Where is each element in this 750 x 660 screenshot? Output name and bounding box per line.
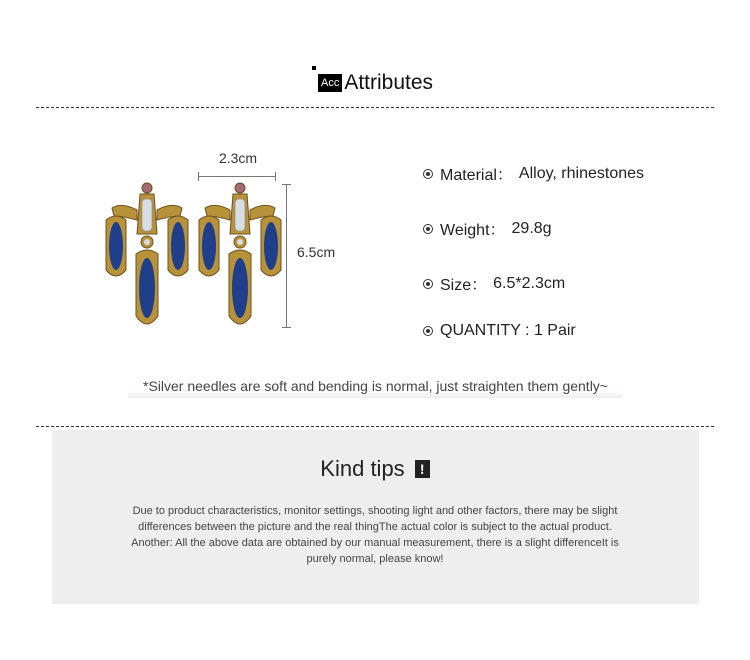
attribute-material xyxy=(423,162,644,185)
attribute-size xyxy=(423,272,565,295)
top-divider xyxy=(36,107,714,108)
care-note: *Silver needles are soft and bending is normal, just straighten them gently~ xyxy=(143,378,608,394)
attribute-label: Weight： xyxy=(440,222,506,239)
tips-line: Due to product characteristics, monitor settings, shooting light and other factors, there may be slight xyxy=(132,505,618,517)
width-dimension-line xyxy=(198,176,276,177)
attribute-label: Material： xyxy=(440,167,513,184)
title-text: Attributes xyxy=(344,71,434,94)
title-dot xyxy=(312,66,316,70)
attribute-quantity xyxy=(423,322,576,340)
kind-tips-heading xyxy=(0,456,750,482)
attribute-label: QUANTITY : 1 Pair xyxy=(440,322,576,339)
bullet-icon xyxy=(423,169,433,179)
section-title xyxy=(312,66,433,96)
attribute-value: 29.8g xyxy=(511,219,552,237)
height-dimension-line xyxy=(286,184,287,328)
width-label: 2.3cm xyxy=(218,150,258,166)
attribute-value: Alloy, rhinestones xyxy=(518,164,645,182)
attribute-value: 6.5*2.3cm xyxy=(493,274,566,292)
title-badge: Acc xyxy=(318,74,342,92)
attribute-weight xyxy=(423,217,552,240)
kind-tips-text xyxy=(90,503,660,567)
bullet-icon xyxy=(423,326,433,336)
tips-line: differences between the picture and the real thingThe actual color is subject to the actual product. xyxy=(138,521,612,533)
bullet-icon xyxy=(423,224,433,234)
height-label: 6.5cm xyxy=(297,244,336,260)
attribute-label: Size： xyxy=(440,277,488,294)
earring-left-image xyxy=(102,180,192,332)
bullet-icon xyxy=(423,279,433,289)
tips-line: Another: All the above data are obtained by our manual measurement, there is a slight differenceIt is xyxy=(131,537,619,549)
earring-right-image xyxy=(195,180,285,332)
bottom-divider xyxy=(36,426,714,427)
exclamation-icon: ! xyxy=(415,460,430,478)
tips-line: purely normal, please know! xyxy=(306,553,444,565)
kind-tips-title: Kind tips xyxy=(320,456,405,481)
